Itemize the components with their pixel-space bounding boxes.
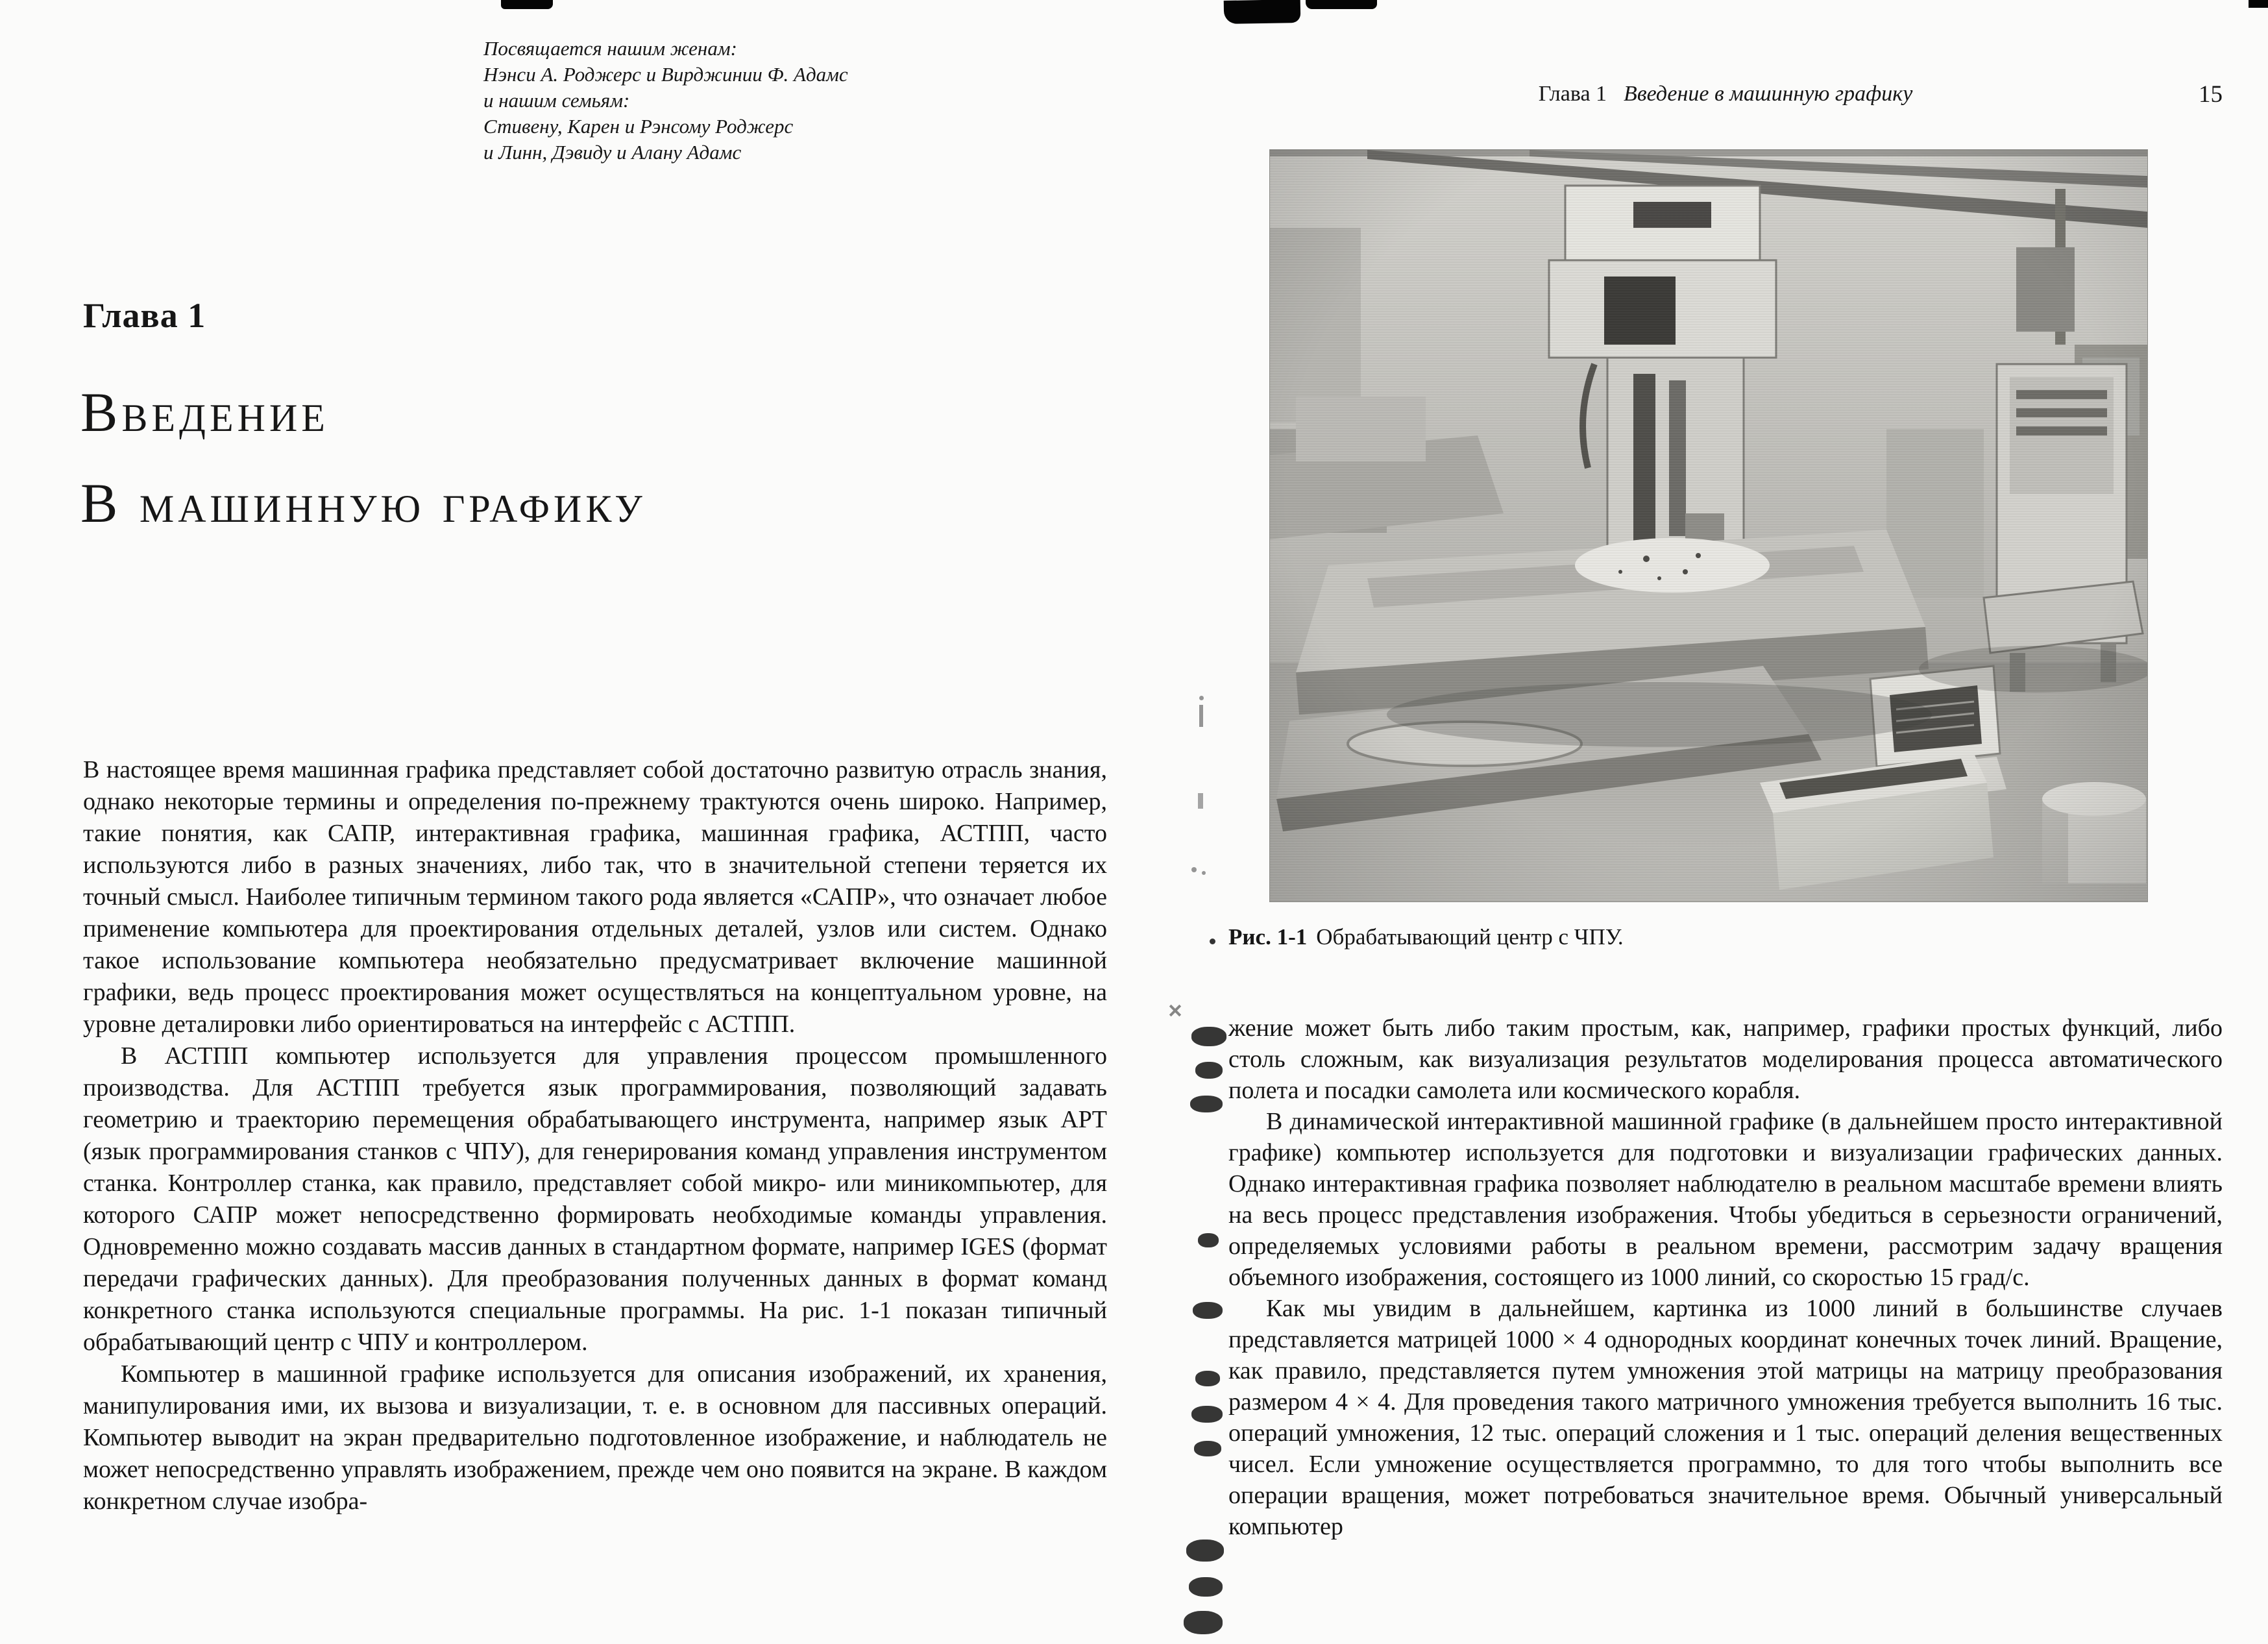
body-paragraph: В АСТПП компьютер используется для управления процессом промышленного производства. Для АСТПП требуется язык программирования, позволяющий задавать геометрию и траекторию перемещения обрабатывающего инструмента, например язык APT (язык программирования станков с ЧПУ), для генерирования команд управления инструментом станка. Контроллер станка, как правило, представляет собой микро- или миникомпьютер, для которого САПР может непосредственно формировать необходимые команды управления. Одновременно можно создавать массив данных в стандартном формате, например IGES (формат передачи графических данных). Для преобразования полученных данных в формат команд конкретного станка используются специальные программы. На рис. 1-1 показан типичный обрабатывающий центр с ЧПУ и контроллером.	[83, 1042, 1107, 1356]
left-body-text	[83, 754, 1107, 1517]
scan-artifact	[1199, 696, 1204, 700]
scan-artifact	[1194, 1441, 1221, 1456]
chapter-title	[80, 367, 646, 548]
dedication-line: Посвящается нашим женам:	[483, 37, 737, 60]
chapter-title-line1: Введение	[80, 381, 329, 443]
scan-artifact	[1193, 1302, 1223, 1319]
body-paragraph: В настоящее время машинная графика представляет собой достаточно развитую отрасль знания, однако некоторые термины и определения по-прежнему трактуются очень широко. Например, такие понятия, как САПР, интерактивная графика, машинная графика, АСТПП, часто используются либо в разных значениях, либо так, что в значительной степени теряется их точный смысл. Наиболее типичным термином такого рода является «САПР», что означает любое применение компьютера для проектирования отдельных деталей, узлов или систем. Однако такое использование компьютера необязательно предусматривает включение машинной графики, ведь процесс проектирования может осуществляться на концептуальном уровне, на уровне деталировки либо ориентироваться на интерфейс с АСТПП.	[83, 756, 1107, 1038]
body-paragraph: Компьютер в машинной графике используется для описания изображений, их хранения, манипулирования ими, их вызова и визуализации, т. е. в основном для пассивных операций. Компьютер выводит на экран предварительно подготовленное изображение, и наблюдатель не может непосредственно управлять изображением, прежде чем оно появится на экране. В каждом конкретном случае изобра-	[83, 1360, 1107, 1515]
scan-artifact	[1191, 1406, 1223, 1423]
dedication-line: Стивену, Карен и Рэнсому Роджерс	[483, 115, 794, 138]
scan-artifact	[501, 0, 553, 9]
scan-artifact	[1195, 1371, 1220, 1386]
running-header	[1228, 82, 2223, 114]
scan-artifact	[1168, 1003, 1182, 1018]
scan-artifact	[1195, 1062, 1223, 1079]
scan-artifact	[1202, 871, 1206, 875]
dedication-line: и нашим семьям:	[483, 89, 630, 112]
figure-caption-text: Обрабатывающий центр с ЧПУ.	[1316, 924, 1624, 950]
scan-artifact	[1186, 1540, 1224, 1562]
scan-artifact	[1210, 939, 1215, 944]
scan-artifact	[1191, 867, 1197, 872]
page-number: 15	[2199, 81, 2223, 108]
figure-caption	[1228, 924, 2223, 950]
scan-artifact	[1190, 1096, 1223, 1112]
right-body-text	[1228, 1012, 2223, 1542]
chapter-label: Глава 1	[83, 296, 206, 335]
body-paragraph: В динамической интерактивной машинной графике (в дальнейшем просто интерактивной графике) компьютер используется для подготовки и визуализации графических данных. Однако интерактивная графика позволяет наблюдателю в реальном масштабе времени влиять на весь процесс представления изображения. Чтобы убедиться в серьезности ограничений, определяемых условиями работы в реальном времени, рассмотрим задачу вращения объемного изображения, состоящего из 1000 линий, со скоростью 15 град/с.	[1228, 1108, 2223, 1291]
dedication	[483, 36, 848, 166]
chapter-title-line2: В машинную графику	[80, 472, 646, 534]
body-paragraph: жение может быть либо таким простым, как, например, графики простых функций, либо столь сложным, как визуализация результатов моделирования процесса автоматического полета и посадки самолета или космического корабля.	[1228, 1014, 2223, 1104]
scan-artifact	[1184, 1611, 1223, 1634]
scan-artifact	[1191, 1027, 1226, 1046]
dedication-line: Нэнси А. Роджерс и Вирджинии Ф. Адамс	[483, 63, 848, 86]
body-paragraph: Как мы увидим в дальнейшем, картинка из 1000 линий в большинстве случаев представляется матрицей 1000 × 4 однородных координат конечных точек линий. Вращение, как правило, представляется путем умножения этой матрицы на матрицу преобразования размером 4 × 4. Для проведения такого матричного умножения требуется выполнить 16 тыс. операций умножения, 12 тыс. операций сложения и 1 тыс. операций деления вещественных чисел. Если умножение осуществляется программно, то для того чтобы выполнить все операции вращения, может потребоваться значительное время. Обычный универсальный компьютер	[1228, 1295, 2223, 1540]
scan-artifact	[1224, 0, 1301, 24]
running-header-chapter: Глава 1	[1538, 82, 1607, 106]
figure-caption-label: Рис. 1-1	[1228, 924, 1308, 950]
running-header-title: Введение в машинную графику	[1624, 82, 1913, 106]
scan-artifact	[1198, 793, 1203, 809]
cnc-machine-photo	[1269, 149, 2148, 902]
right-page	[1134, 0, 2268, 1644]
dedication-line: и Линн, Дэвиду и Алану Адамс	[483, 141, 742, 164]
scan-artifact	[1306, 0, 1377, 9]
running-header-text	[1228, 82, 2223, 106]
scan-artifact	[1189, 1577, 1223, 1597]
scan-artifact	[1199, 705, 1203, 727]
scan-artifact	[1198, 1233, 1219, 1247]
cnc-machine-illustration	[1270, 150, 2147, 902]
scan-artifact	[2249, 0, 2268, 8]
